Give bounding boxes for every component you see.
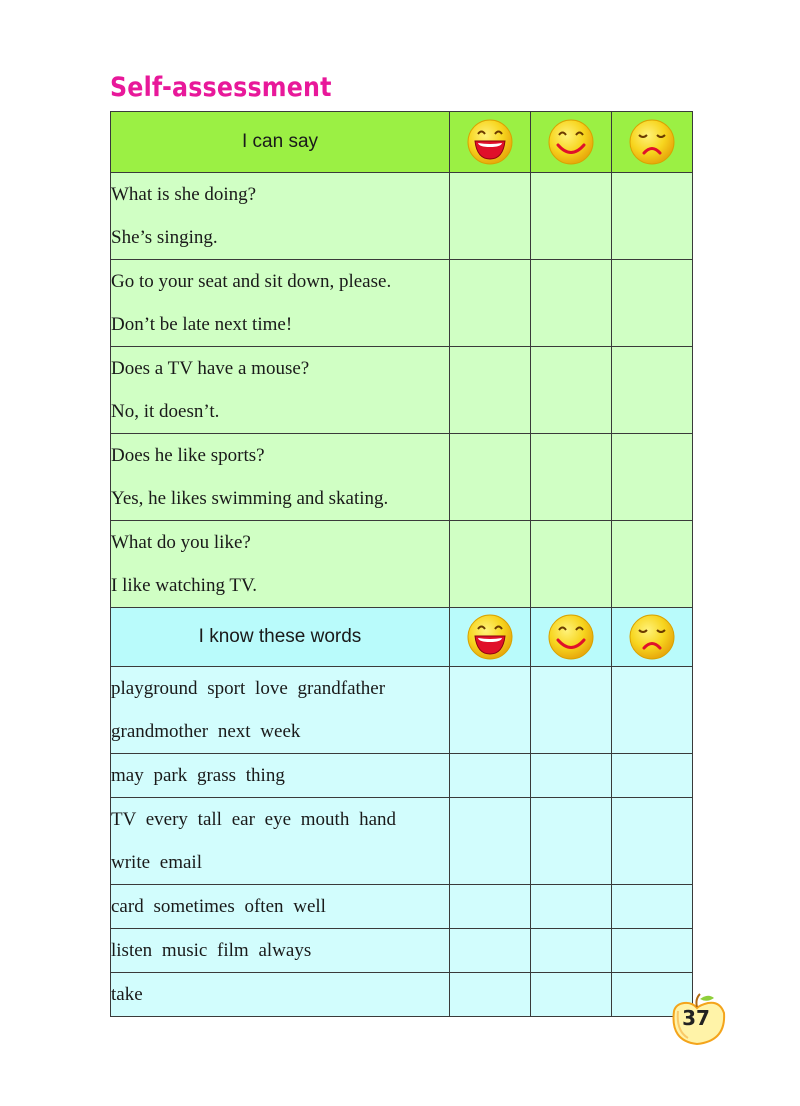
words-line: card sometimes often well — [111, 896, 326, 917]
words-cell — [111, 973, 450, 1017]
checkbox-cell-smile[interactable] — [531, 885, 612, 929]
words-row — [111, 929, 693, 973]
say-row — [111, 347, 693, 434]
say-question: Does a TV have a mouse? — [111, 358, 310, 379]
say-answer: She’s singing. — [111, 227, 218, 248]
words-cell — [111, 885, 450, 929]
smiling-face-icon — [547, 613, 595, 661]
checkbox-cell-laugh[interactable] — [450, 173, 531, 260]
say-answer: Don’t be late next time! — [111, 314, 293, 335]
checkbox-cell-laugh[interactable] — [450, 260, 531, 347]
say-phrase-cell — [111, 434, 450, 521]
say-phrase-cell — [111, 347, 450, 434]
checkbox-cell-sad[interactable] — [612, 667, 693, 754]
say-phrase-cell — [111, 521, 450, 608]
checkbox-cell-laugh[interactable] — [450, 885, 531, 929]
say-row — [111, 173, 693, 260]
checkbox-cell-smile[interactable] — [531, 667, 612, 754]
page-title: Self-assessment — [110, 72, 332, 103]
checkbox-cell-sad[interactable] — [612, 347, 693, 434]
laughing-face-icon — [466, 118, 514, 166]
say-question: What do you like? — [111, 532, 251, 553]
checkbox-cell-sad[interactable] — [612, 521, 693, 608]
checkbox-cell-smile[interactable] — [531, 929, 612, 973]
checkbox-cell-smile[interactable] — [531, 754, 612, 798]
say-answer: Yes, he likes swimming and skating. — [111, 488, 389, 509]
checkbox-cell-laugh[interactable] — [450, 347, 531, 434]
say-row — [111, 521, 693, 608]
words-cell — [111, 929, 450, 973]
words-line: listen music film always — [111, 940, 312, 961]
checkbox-cell-smile[interactable] — [531, 173, 612, 260]
words-header-label: I know these words — [111, 608, 450, 667]
checkbox-cell-laugh[interactable] — [450, 798, 531, 885]
laughing-face-icon — [466, 613, 514, 661]
say-header-row — [111, 112, 693, 173]
say-sad-column — [612, 112, 693, 173]
checkbox-cell-laugh[interactable] — [450, 929, 531, 973]
words-row — [111, 973, 693, 1017]
say-phrase-cell — [111, 173, 450, 260]
checkbox-cell-laugh[interactable] — [450, 754, 531, 798]
say-row — [111, 260, 693, 347]
say-answer: I like watching TV. — [111, 575, 257, 596]
checkbox-cell-sad[interactable] — [612, 929, 693, 973]
checkbox-cell-sad[interactable] — [612, 434, 693, 521]
checkbox-cell-smile[interactable] — [531, 973, 612, 1017]
words-smile-column — [531, 608, 612, 667]
say-answer: No, it doesn’t. — [111, 401, 220, 422]
checkbox-cell-laugh[interactable] — [450, 434, 531, 521]
words-header-row — [111, 608, 693, 667]
say-question: What is she doing? — [111, 184, 257, 205]
checkbox-cell-laugh[interactable] — [450, 973, 531, 1017]
words-sad-column — [612, 608, 693, 667]
words-row — [111, 798, 693, 885]
words-cell — [111, 667, 450, 754]
checkbox-cell-smile[interactable] — [531, 798, 612, 885]
checkbox-cell-laugh[interactable] — [450, 667, 531, 754]
say-phrase-cell — [111, 260, 450, 347]
self-assessment-table — [110, 111, 693, 1017]
say-header-label: I can say — [111, 112, 450, 173]
words-row — [111, 754, 693, 798]
say-smile-column — [531, 112, 612, 173]
sad-face-icon — [628, 613, 676, 661]
words-laugh-column — [450, 608, 531, 667]
checkbox-cell-sad[interactable] — [612, 173, 693, 260]
words-line: TV every tall ear eye mouth hand — [111, 809, 396, 830]
checkbox-cell-sad[interactable] — [612, 798, 693, 885]
checkbox-cell-smile[interactable] — [531, 434, 612, 521]
checkbox-cell-sad[interactable] — [612, 885, 693, 929]
words-row — [111, 885, 693, 929]
words-line: may park grass thing — [111, 765, 285, 786]
checkbox-cell-sad[interactable] — [612, 260, 693, 347]
words-cell — [111, 754, 450, 798]
words-row — [111, 667, 693, 754]
say-row — [111, 434, 693, 521]
checkbox-cell-sad[interactable] — [612, 754, 693, 798]
words-line: grandmother next week — [111, 721, 301, 742]
checkbox-cell-smile[interactable] — [531, 260, 612, 347]
page-number: 37 — [682, 1006, 710, 1030]
checkbox-cell-smile[interactable] — [531, 521, 612, 608]
words-line: take — [111, 984, 143, 1005]
say-laugh-column — [450, 112, 531, 173]
smiling-face-icon — [547, 118, 595, 166]
words-line: write email — [111, 852, 202, 873]
words-cell — [111, 798, 450, 885]
sad-face-icon — [628, 118, 676, 166]
say-question: Go to your seat and sit down, please. — [111, 271, 392, 292]
words-line: playground sport love grandfather — [111, 678, 386, 699]
checkbox-cell-smile[interactable] — [531, 347, 612, 434]
checkbox-cell-laugh[interactable] — [450, 521, 531, 608]
say-question: Does he like sports? — [111, 445, 265, 466]
